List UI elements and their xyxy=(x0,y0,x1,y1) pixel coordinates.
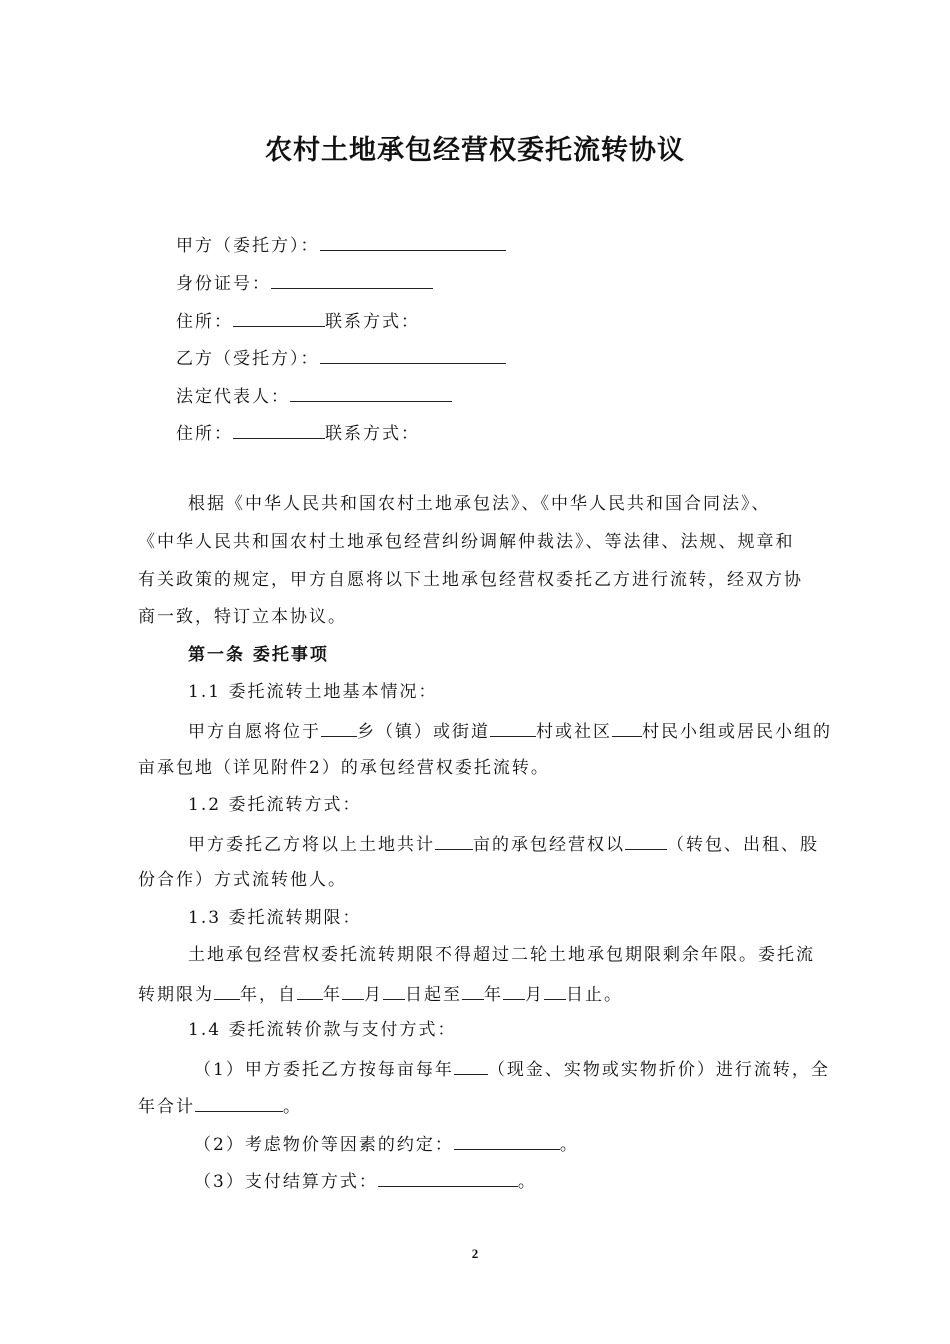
text-span: 转期限为 xyxy=(138,985,214,1005)
text-span: 村或社区 xyxy=(536,722,612,742)
section-1-2-line-2: 份合作）方式流转他人。 xyxy=(138,870,347,890)
address-b-label: 住所： xyxy=(176,424,233,444)
intro-line-1: 根据《中华人民共和国农村土地承包法》、《中华人民共和国合同法》、 xyxy=(188,494,771,514)
section-1-3-heading: 1.3 委托流转期限： xyxy=(188,908,362,928)
section-1-4-item-1-cont xyxy=(138,1093,302,1119)
text-span: 甲方自愿将位于 xyxy=(188,722,321,742)
text-span: 甲方委托乙方将以上土地共计 xyxy=(188,835,435,855)
start-day-blank xyxy=(383,981,405,1000)
address-a-blank xyxy=(233,308,325,327)
section-1-4-item-3 xyxy=(194,1168,537,1194)
text-span: 亩的承包经营权以 xyxy=(473,835,625,855)
section-1-1-heading: 1.1 委托流转土地基本情况： xyxy=(188,682,438,702)
end-year-blank xyxy=(462,981,484,1000)
id-number-line xyxy=(176,270,433,296)
text-span: （现金、实物或实物折价）进行流转，全 xyxy=(487,1060,830,1080)
page-number: 2 xyxy=(471,1246,479,1261)
text-span: 年合计 xyxy=(138,1097,195,1117)
end-month-blank xyxy=(503,981,525,1000)
end-day-blank xyxy=(544,981,566,1000)
section-1-1-line-1 xyxy=(188,718,832,744)
start-month-blank xyxy=(342,981,364,1000)
text-span: 乡（镇）或街道 xyxy=(357,722,490,742)
section-1-3-line-1: 土地承包经营权委托流转期限不得超过二轮土地承包期限剩余年限。委托流 xyxy=(188,945,815,965)
id-number-blank xyxy=(271,270,433,289)
payment-method-blank xyxy=(378,1168,518,1187)
document-title: 农村土地承包经营权委托流转协议 xyxy=(265,135,685,166)
legal-rep-label: 法定代表人： xyxy=(176,387,290,407)
group-blank xyxy=(612,718,642,737)
address-a-label: 住所： xyxy=(176,312,233,332)
contact-b-label: 联系方式： xyxy=(325,424,420,444)
text-span: （转包、出租、股 xyxy=(667,835,819,855)
party-a-blank xyxy=(320,232,506,251)
annual-total-blank xyxy=(195,1093,283,1112)
text-span: 月 xyxy=(364,985,383,1005)
address-a-line xyxy=(176,308,420,334)
text-span: 村民小组或居民小组的 xyxy=(642,722,832,742)
text-span: 年 xyxy=(484,985,503,1005)
price-factor-blank xyxy=(454,1131,560,1150)
party-a-label: 甲方（委托方）： xyxy=(176,236,320,256)
address-b-line xyxy=(176,420,420,446)
price-blank xyxy=(454,1056,488,1075)
intro-line-4: 商一致，特订立本协议。 xyxy=(138,607,347,627)
party-b-blank xyxy=(320,345,506,364)
years-blank xyxy=(214,981,240,1000)
text-span: 年，自 xyxy=(240,985,297,1005)
text-span: （1）甲方委托乙方按每亩每年 xyxy=(194,1060,454,1080)
area-blank xyxy=(435,831,473,850)
township-blank xyxy=(321,718,357,737)
legal-rep-line xyxy=(176,383,452,409)
id-number-label: 身份证号： xyxy=(176,274,271,294)
text-span: 。 xyxy=(559,1135,579,1155)
section-1-2-heading: 1.2 委托流转方式： xyxy=(188,795,362,815)
text-span: 月 xyxy=(525,985,544,1005)
section-1-1-line-2: 亩承包地（详见附件2）的承包经营权委托流转。 xyxy=(138,758,550,778)
section-1-4-item-2 xyxy=(194,1131,579,1157)
method-blank xyxy=(625,831,667,850)
intro-line-2: 《中华人民共和国农村土地承包经营纠纷调解仲裁法》、等法律、法规、规章和 xyxy=(138,532,795,552)
text-span: 年 xyxy=(323,985,342,1005)
section-1-2-line-1 xyxy=(188,831,819,857)
article-1-heading: 第一条 委托事项 xyxy=(188,645,329,665)
contact-a-label: 联系方式： xyxy=(325,312,420,332)
party-a-line xyxy=(176,232,506,258)
legal-rep-blank xyxy=(290,383,452,402)
party-b-line xyxy=(176,345,506,371)
intro-line-3: 有关政策的规定，甲方自愿将以下土地承包经营权委托乙方进行流转，经双方协 xyxy=(138,570,803,590)
text-span: 日止。 xyxy=(566,985,623,1005)
text-span: 。 xyxy=(283,1097,302,1117)
section-1-4-item-1 xyxy=(194,1056,830,1082)
start-year-blank xyxy=(297,981,323,1000)
text-span: （2）考虑物价等因素的约定： xyxy=(194,1135,454,1155)
party-b-label: 乙方（受托方）： xyxy=(176,349,320,369)
village-blank xyxy=(490,718,536,737)
text-span: （3）支付结算方式： xyxy=(194,1172,378,1192)
section-1-4-heading: 1.4 委托流转价款与支付方式： xyxy=(188,1020,457,1040)
section-1-3-line-2 xyxy=(138,981,623,1007)
address-b-blank xyxy=(233,420,325,439)
text-span: 。 xyxy=(517,1172,537,1192)
text-span: 日起至 xyxy=(405,985,462,1005)
